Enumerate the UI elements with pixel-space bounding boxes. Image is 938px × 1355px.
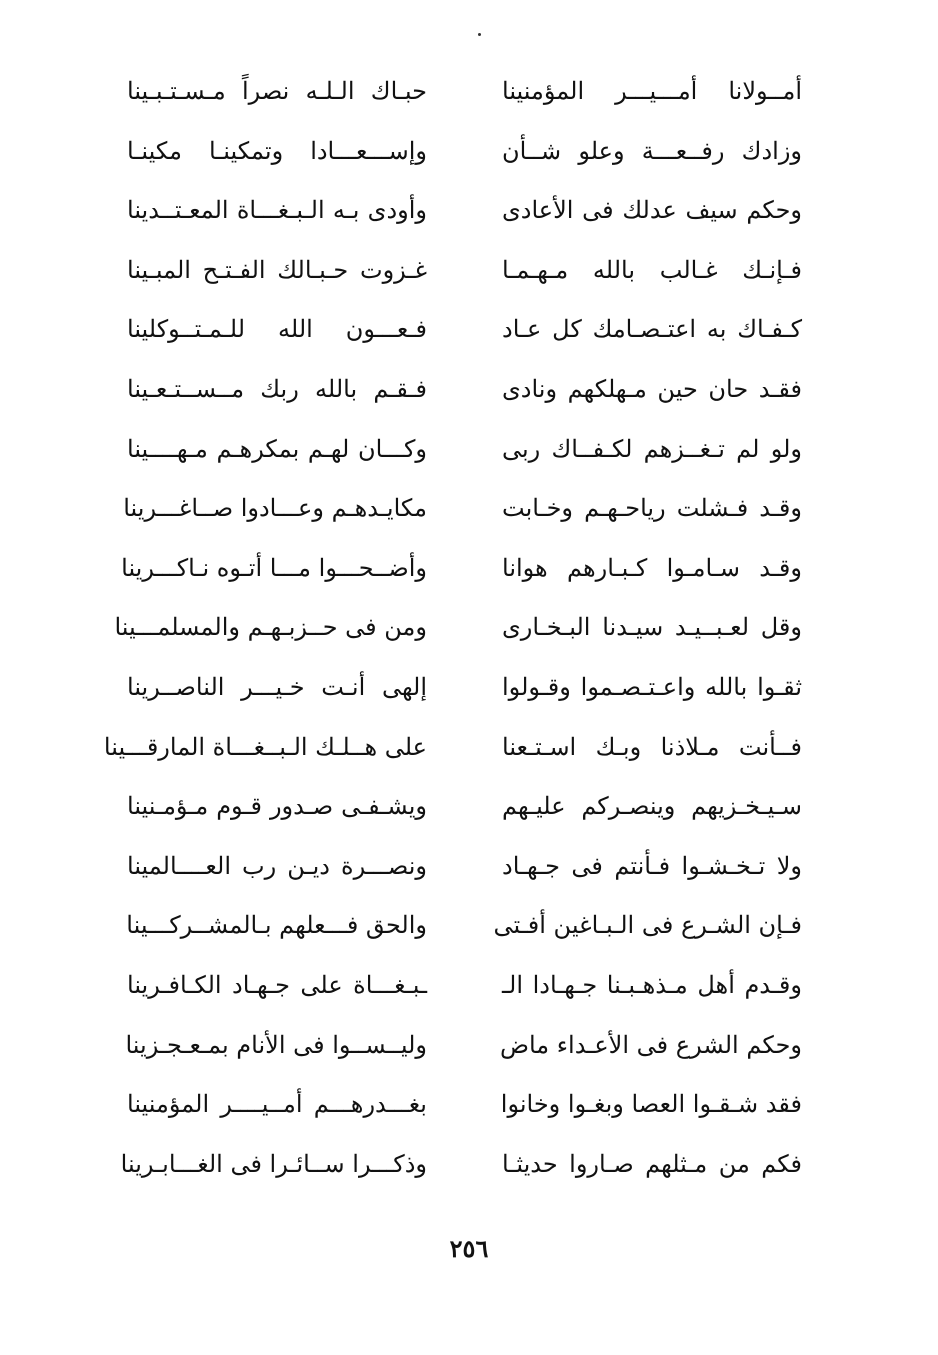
- verse-first-hemistich: وقـد فـشلت رياحـهـم وخـابت: [502, 494, 802, 523]
- verse-second-hemistich: إلهى أنـت خـيـــر الناصــرينا: [127, 672, 427, 701]
- verse-first-hemistich: وقـد سـامـوا كـبـارهم هوانا: [502, 553, 802, 582]
- verse-first-hemistich: ولا تـخـشـوا فـأنتم فى جـهـاد: [502, 851, 802, 880]
- verse-first-hemistich: سـيـخـزيهم وينصـركم عليـهم: [502, 792, 802, 821]
- verse-second-hemistich: وكـــان لهـم بمكرهـم مـهــــينا: [127, 434, 427, 463]
- verse-second-hemistich: مكايـدهـم وعـــادوا صــاغـــرينا: [123, 494, 427, 523]
- verse-first-hemistich: فـإن الشـرع فى الـبـاغين أفـتى: [493, 911, 802, 940]
- verse-second-hemistich: فـعـــون الله للـمـتــوكلينا: [127, 315, 427, 344]
- verse-second-hemistich: وأودى بـه الـبـغـــاة المعـتــدينا: [127, 196, 427, 225]
- verse-line: [0, 718, 938, 778]
- verse-second-hemistich: غـزوت حـبـالك الفـتـح المبـينا: [127, 255, 427, 284]
- verse-second-hemistich: بغـــدرهـــم أمــيــــر المؤمنينا: [127, 1090, 427, 1119]
- verse-second-hemistich: وإســـعـــادا وتمكينـا مكينـا: [127, 136, 427, 165]
- verse-line: [0, 1075, 938, 1135]
- verse-second-hemistich: ـبـغـــاة على جـهـاد الكـافـرينا: [127, 970, 427, 999]
- verse-line: [0, 241, 938, 301]
- page-number: ٢٥٦: [449, 1234, 489, 1263]
- verse-line: [0, 539, 938, 599]
- verse-first-hemistich: فقد شـقـوا العصا وبغـوا وخانوا: [500, 1090, 802, 1119]
- verse-second-hemistich: على هــلـك الـبــغـــاة المارقـــينا: [103, 732, 427, 761]
- verse-first-hemistich: ثقـوا بالله واعـتـصـموا وقـولوا: [502, 672, 802, 701]
- verse-second-hemistich: وأضــحـــوا مـــا أتـوه نـاكـــرينا: [121, 553, 427, 582]
- verse-second-hemistich: ونصـــرة ديـن رب العــــالمينا: [127, 851, 427, 880]
- verse-first-hemistich: فــأنت مـلاذنا وبـك اسـتـعنا: [502, 732, 802, 761]
- verse-second-hemistich: والحق فـــعلهم بـالمشــركـــينا: [126, 911, 427, 940]
- verse-line: [0, 479, 938, 539]
- poem: [0, 62, 938, 1194]
- verse-first-hemistich: وقل لعـبــيـد سيـدنا البـخـارى: [502, 613, 802, 642]
- verse-line: [0, 1135, 938, 1195]
- verse-first-hemistich: ولو لم تـغــزهم لكـفــاك ربى: [502, 434, 802, 463]
- verse-first-hemistich: وزادك رفــعـــة وعلو شــأن: [502, 136, 802, 165]
- verse-second-hemistich: وذكـــرا ســائـرا فى الغـــابـرينا: [120, 1149, 427, 1178]
- verse-first-hemistich: فكم من مـثلهم صـاروا حديثـا: [502, 1149, 802, 1178]
- verse-line: [0, 658, 938, 718]
- verse-line: [0, 360, 938, 420]
- verse-second-hemistich: ويشـفـى صـدور قـوم مـؤمـنينا: [127, 792, 427, 821]
- verse-line: [0, 122, 938, 182]
- scan-speck: [478, 33, 481, 36]
- verse-first-hemistich: كـفـاك به اعتـصـامك كل عـاد: [502, 315, 802, 344]
- verse-first-hemistich: فقـد حان حين مـهلكهم ونادى: [502, 374, 802, 403]
- verse-line: [0, 420, 938, 480]
- verse-line: [0, 598, 938, 658]
- verse-line: [0, 181, 938, 241]
- verse-line: [0, 956, 938, 1016]
- verse-first-hemistich: أمــولانا أمـــيـــر المؤمنينا: [502, 77, 802, 105]
- verse-second-hemistich: وليــســوا فى الأنام بمـعـجـزينا: [125, 1030, 427, 1059]
- verse-second-hemistich: حبـاك الـلـه نصراً مـسـتـبـينا: [127, 77, 427, 105]
- verse-second-hemistich: ومن فى حــزبـهـم والمسلمـــينا: [114, 613, 427, 642]
- verse-first-hemistich: وحكم الشرع فى الأعـداء ماض: [499, 1030, 802, 1059]
- verse-line: [0, 896, 938, 956]
- verse-line: [0, 777, 938, 837]
- verse-line: [0, 837, 938, 897]
- verse-first-hemistich: وحكم سيف عدلك فى الأعادى: [502, 196, 802, 225]
- verse-line: [0, 1016, 938, 1076]
- verse-first-hemistich: فـإنـك غـالب بالله مـهـمـا: [502, 255, 802, 284]
- verse-first-hemistich: وقـدم أهل مـذهـبـنا جـهـادا الـ: [502, 970, 802, 999]
- verse-second-hemistich: فـقـم بالله ربك مــســتـعـينا: [127, 374, 427, 403]
- verse-line: [0, 62, 938, 122]
- verse-line: [0, 300, 938, 360]
